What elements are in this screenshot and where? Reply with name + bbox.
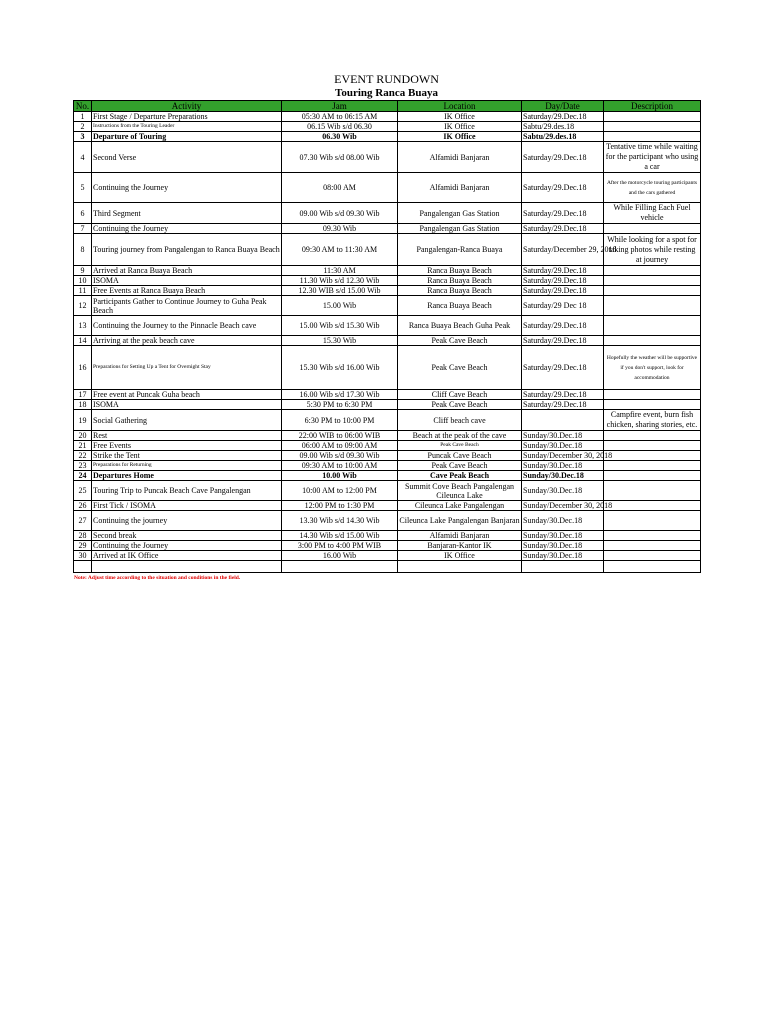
cell-time: 06.30 Wib bbox=[282, 132, 398, 142]
cell-no: 3 bbox=[74, 132, 92, 142]
cell-no: 21 bbox=[74, 441, 92, 451]
cell-activity: Second Verse bbox=[92, 142, 282, 173]
footnote: Note: Adjust time according to the situation and conditions in the field. bbox=[74, 575, 241, 581]
cell-desc bbox=[604, 266, 701, 276]
cell-location: Peak Cave Beach bbox=[398, 336, 522, 346]
cell-date: Sabtu/29.des.18 bbox=[522, 122, 604, 132]
cell-activity: Second break bbox=[92, 531, 282, 541]
table-row bbox=[74, 511, 701, 531]
cell-desc bbox=[604, 132, 701, 142]
cell-date: Saturday/29.Dec.18 bbox=[522, 224, 604, 234]
cell-activity: Continuing the Journey bbox=[92, 541, 282, 551]
cell-time: 09:30 AM to 10:00 AM bbox=[282, 461, 398, 471]
cell-location: Ranca Buaya Beach bbox=[398, 296, 522, 316]
cell-location: IK Office bbox=[398, 112, 522, 122]
cell-time: 22:00 WIB to 06:00 WIB bbox=[282, 431, 398, 441]
table-row bbox=[74, 400, 701, 410]
cell-date: Saturday/29.Dec.18 bbox=[522, 142, 604, 173]
cell-desc bbox=[604, 286, 701, 296]
table-row bbox=[74, 286, 701, 296]
cell-activity: First Stage / Departure Preparations bbox=[92, 112, 282, 122]
cell-no: 2 bbox=[74, 122, 92, 132]
table-row bbox=[74, 541, 701, 551]
cell-no: 22 bbox=[74, 451, 92, 461]
cell-activity: Preparations for Returning bbox=[92, 461, 282, 471]
cell-location: IK Office bbox=[398, 132, 522, 142]
cell-desc bbox=[604, 431, 701, 441]
cell-date: Sabtu/29.des.18 bbox=[522, 132, 604, 142]
cell-desc bbox=[604, 451, 701, 461]
cell-activity: Third Segment bbox=[92, 203, 282, 224]
cell-activity: Free Events at Ranca Buaya Beach bbox=[92, 286, 282, 296]
cell-desc: Tentative time while waiting for the participant who using a car bbox=[604, 142, 701, 173]
cell-time: 15.00 Wib bbox=[282, 296, 398, 316]
cell-time: 09.00 Wib s/d 09.30 Wib bbox=[282, 203, 398, 224]
cell-no: 13 bbox=[74, 316, 92, 336]
cell-desc bbox=[604, 511, 701, 531]
cell-activity: Arrived at IK Office bbox=[92, 551, 282, 561]
cell-no: 16 bbox=[74, 346, 92, 390]
cell-time: 6:30 PM to 10:00 PM bbox=[282, 410, 398, 431]
cell-no: 28 bbox=[74, 531, 92, 541]
cell-no bbox=[74, 561, 92, 573]
cell-no: 7 bbox=[74, 224, 92, 234]
cell-time: 11.30 Wib s/d 12.30 Wib bbox=[282, 276, 398, 286]
cell-no: 19 bbox=[74, 410, 92, 431]
cell-date: Sunday/30.Dec.18 bbox=[522, 511, 604, 531]
cell-location: Summit Cove Beach Pangalengan Cileunca Lake bbox=[398, 481, 522, 501]
document-subtitle: Touring Ranca Buaya bbox=[335, 87, 438, 99]
cell-location: IK Office bbox=[398, 551, 522, 561]
cell-date: Saturday/29.Dec.18 bbox=[522, 390, 604, 400]
cell-no: 6 bbox=[74, 203, 92, 224]
cell-desc bbox=[604, 316, 701, 336]
cell-time: 15.00 Wib s/d 15.30 Wib bbox=[282, 316, 398, 336]
cell-location: Cave Peak Beach bbox=[398, 471, 522, 481]
cell-activity: Departure of Touring bbox=[92, 132, 282, 142]
cell-time: 11:30 AM bbox=[282, 266, 398, 276]
cell-location: Cileunca Lake Pangalengan bbox=[398, 501, 522, 511]
cell-date: Sunday/30.Dec.18 bbox=[522, 551, 604, 561]
cell-desc bbox=[604, 481, 701, 501]
cell-date bbox=[522, 410, 604, 431]
cell-location: Beach at the peak of the cave bbox=[398, 431, 522, 441]
cell-location: Peak Cave Beach bbox=[398, 441, 522, 451]
cell-desc bbox=[604, 471, 701, 481]
cell-activity: Touring Trip to Puncak Beach Cave Pangalengan bbox=[92, 481, 282, 501]
cell-location: Ranca Buaya Beach Guha Peak bbox=[398, 316, 522, 336]
table-row bbox=[74, 551, 701, 561]
table-row bbox=[74, 410, 701, 431]
cell-date bbox=[522, 561, 604, 573]
cell-time: 14.30 Wib s/d 15.00 Wib bbox=[282, 531, 398, 541]
table-row bbox=[74, 142, 701, 173]
cell-date: Saturday/29.Dec.18 bbox=[522, 266, 604, 276]
table-row bbox=[74, 276, 701, 286]
table-row bbox=[74, 316, 701, 336]
cell-activity: Arriving at the peak beach cave bbox=[92, 336, 282, 346]
cell-date: Saturday/29.Dec.18 bbox=[522, 346, 604, 390]
cell-location: Pangalengan Gas Station bbox=[398, 224, 522, 234]
cell-location bbox=[398, 561, 522, 573]
cell-location: Alfamidi Banjaran bbox=[398, 173, 522, 203]
header-location: Location bbox=[398, 101, 522, 112]
cell-time: 06:00 AM to 09:00 AM bbox=[282, 441, 398, 451]
cell-time: 12.30 WIB s/d 15.00 Wib bbox=[282, 286, 398, 296]
cell-date: Saturday/29 Dec 18 bbox=[522, 296, 604, 316]
cell-desc bbox=[604, 390, 701, 400]
cell-date: Saturday/29.Dec.18 bbox=[522, 173, 604, 203]
cell-location: Pangalengan Gas Station bbox=[398, 203, 522, 224]
cell-desc bbox=[604, 461, 701, 471]
cell-time: 3:00 PM to 4:00 PM WIB bbox=[282, 541, 398, 551]
cell-activity bbox=[92, 561, 282, 573]
table-row bbox=[74, 441, 701, 451]
cell-date: Saturday/29.Dec.18 bbox=[522, 203, 604, 224]
cell-location: Banjaran-Kantor IK bbox=[398, 541, 522, 551]
cell-location: Peak Cave Beach bbox=[398, 400, 522, 410]
cell-date: Sunday/30.Dec.18 bbox=[522, 431, 604, 441]
table-row bbox=[74, 173, 701, 203]
cell-location: IK Office bbox=[398, 122, 522, 132]
cell-date: Saturday/29.Dec.18 bbox=[522, 276, 604, 286]
cell-time: 07.30 Wib s/d 08.00 Wib bbox=[282, 142, 398, 173]
cell-location: Cileunca Lake Pangalengan Banjaran bbox=[398, 511, 522, 531]
cell-time: 10.00 Wib bbox=[282, 471, 398, 481]
cell-date: Sunday/30.Dec.18 bbox=[522, 531, 604, 541]
table-row bbox=[74, 296, 701, 316]
cell-no: 30 bbox=[74, 551, 92, 561]
cell-desc bbox=[604, 501, 701, 511]
cell-activity: ISOMA bbox=[92, 276, 282, 286]
cell-no: 20 bbox=[74, 431, 92, 441]
cell-no: 11 bbox=[74, 286, 92, 296]
cell-desc bbox=[604, 561, 701, 573]
cell-date: Sunday/December 30, 2018 bbox=[523, 501, 613, 510]
table-row bbox=[74, 234, 701, 266]
cell-time: 16.00 Wib s/d 17.30 Wib bbox=[282, 390, 398, 400]
cell-no: 14 bbox=[74, 336, 92, 346]
cell-activity: Preparations for Setting Up a Tent for Overnight Stay bbox=[92, 346, 282, 390]
cell-location: Ranca Buaya Beach bbox=[398, 266, 522, 276]
cell-date: Sunday/30.Dec.18 bbox=[522, 461, 604, 471]
header-no: No. bbox=[74, 101, 92, 112]
cell-date: Saturday/29.Dec.18 bbox=[522, 316, 604, 336]
cell-activity: Arrived at Ranca Buaya Beach bbox=[92, 266, 282, 276]
cell-activity: Free event at Puncak Guha beach bbox=[92, 390, 282, 400]
table-row bbox=[74, 461, 701, 471]
table-row bbox=[74, 336, 701, 346]
cell-activity: First Tick / ISOMA bbox=[92, 501, 282, 511]
cell-no: 26 bbox=[74, 501, 92, 511]
cell-location: Ranca Buaya Beach bbox=[398, 276, 522, 286]
cell-time: 5:30 PM to 6:30 PM bbox=[282, 400, 398, 410]
cell-activity: Continuing the Journey bbox=[92, 173, 282, 203]
cell-time: 12:00 PM to 1:30 PM bbox=[282, 501, 398, 511]
cell-desc bbox=[604, 122, 701, 132]
cell-desc bbox=[604, 541, 701, 551]
cell-no: 23 bbox=[74, 461, 92, 471]
header-description: Description bbox=[604, 101, 701, 112]
cell-location: Ranca Buaya Beach bbox=[398, 286, 522, 296]
cell-time: 16.00 Wib bbox=[282, 551, 398, 561]
cell-location: Puncak Cave Beach bbox=[398, 451, 522, 461]
table-row bbox=[74, 266, 701, 276]
cell-date: Sunday/30.Dec.18 bbox=[522, 441, 604, 451]
cell-activity: ISOMA bbox=[92, 400, 282, 410]
cell-activity: Continuing the Journey to the Pinnacle Beach cave bbox=[92, 316, 282, 336]
cell-activity: Free Events bbox=[92, 441, 282, 451]
table-row bbox=[74, 122, 701, 132]
cell-time: 06.15 Wib s/d 06.30 bbox=[282, 122, 398, 132]
cell-date: Sunday/December 30, 2018 bbox=[523, 451, 613, 460]
cell-no: 8 bbox=[74, 234, 92, 266]
header-date: Day/Date bbox=[522, 101, 604, 112]
table-row bbox=[74, 112, 701, 122]
cell-activity: Instructions from the Touring Leader bbox=[92, 122, 282, 132]
cell-time: 09:30 AM to 11:30 AM bbox=[282, 234, 398, 266]
cell-desc: After the motorcycle touring participants and the cars gathered bbox=[604, 173, 701, 203]
cell-no: 9 bbox=[74, 266, 92, 276]
cell-location: Cliff Cave Beach bbox=[398, 390, 522, 400]
cell-location: Cliff beach cave bbox=[398, 410, 522, 431]
cell-no: 24 bbox=[74, 471, 92, 481]
cell-time: 08:00 AM bbox=[282, 173, 398, 203]
cell-time: 10:00 AM to 12:00 PM bbox=[282, 481, 398, 501]
cell-no: 25 bbox=[74, 481, 92, 501]
document-title: EVENT RUNDOWN bbox=[334, 72, 439, 86]
table-row bbox=[74, 431, 701, 441]
cell-time bbox=[282, 561, 398, 573]
table-row bbox=[74, 203, 701, 224]
cell-desc bbox=[604, 531, 701, 541]
cell-activity: Social Gathering bbox=[92, 410, 282, 431]
cell-desc bbox=[604, 112, 701, 122]
cell-date: Sunday/30.Dec.18 bbox=[522, 541, 604, 551]
cell-date: Saturday/29.Dec.18 bbox=[522, 286, 604, 296]
cell-date: Saturday/December 29, 2018 bbox=[522, 234, 604, 266]
table-row bbox=[74, 451, 701, 461]
cell-time: 15.30 Wib s/d 16.00 Wib bbox=[282, 346, 398, 390]
cell-no: 1 bbox=[74, 112, 92, 122]
cell-location: Peak Cave Beach bbox=[398, 346, 522, 390]
cell-desc: Hopefully the weather will be supportive if you don't support, look for accommodation bbox=[604, 346, 701, 390]
cell-desc bbox=[604, 551, 701, 561]
table-row bbox=[74, 346, 701, 390]
cell-date: Sunday/30.Dec.18 bbox=[522, 471, 604, 481]
table-row bbox=[74, 501, 701, 511]
cell-no: 29 bbox=[74, 541, 92, 551]
cell-desc bbox=[604, 276, 701, 286]
cell-no: 10 bbox=[74, 276, 92, 286]
cell-no: 4 bbox=[74, 142, 92, 173]
table-row bbox=[74, 561, 701, 573]
cell-date: Sunday/30.Dec.18 bbox=[522, 481, 604, 501]
cell-location: Alfamidi Banjaran bbox=[398, 142, 522, 173]
cell-location: Peak Cave Beach bbox=[398, 461, 522, 471]
cell-desc: While Filling Each Fuel vehicle bbox=[604, 203, 701, 224]
cell-desc bbox=[604, 441, 701, 451]
header-activity: Activity bbox=[92, 101, 282, 112]
table-row bbox=[74, 132, 701, 142]
cell-desc: Campfire event, burn fish chicken, sharing stories, etc. bbox=[604, 410, 701, 431]
cell-no: 27 bbox=[74, 511, 92, 531]
table-row bbox=[74, 471, 701, 481]
cell-time: 15.30 Wib bbox=[282, 336, 398, 346]
cell-location: Pangalengan-Ranca Buaya bbox=[398, 234, 522, 266]
table-header-row bbox=[74, 101, 701, 112]
rundown-table bbox=[73, 100, 701, 573]
cell-date: Saturday/29.Dec.18 bbox=[522, 112, 604, 122]
cell-activity: Continuing the Journey bbox=[92, 224, 282, 234]
cell-location: Alfamidi Banjaran bbox=[398, 531, 522, 541]
cell-no: 18 bbox=[74, 400, 92, 410]
header-time: Jam bbox=[282, 101, 398, 112]
table-row bbox=[74, 531, 701, 541]
cell-desc bbox=[604, 296, 701, 316]
rundown-sheet bbox=[73, 72, 700, 581]
table-row bbox=[74, 224, 701, 234]
cell-date: Saturday/29.Dec.18 bbox=[522, 336, 604, 346]
cell-no: 12 bbox=[74, 296, 92, 316]
cell-date: Saturday/29.Dec.18 bbox=[522, 400, 604, 410]
table-row bbox=[74, 481, 701, 501]
cell-time: 13.30 Wib s/d 14.30 Wib bbox=[282, 511, 398, 531]
cell-time: 09.30 Wib bbox=[282, 224, 398, 234]
cell-activity: Touring journey from Pangalengan to Ranca Buaya Beach bbox=[92, 234, 282, 266]
cell-desc bbox=[604, 336, 701, 346]
cell-desc bbox=[604, 224, 701, 234]
cell-time: 09.00 Wib s/d 09.30 Wib bbox=[282, 451, 398, 461]
cell-no: 5 bbox=[74, 173, 92, 203]
cell-no: 17 bbox=[74, 390, 92, 400]
cell-activity: Strike the Tent bbox=[92, 451, 282, 461]
cell-activity: Departures Home bbox=[92, 471, 282, 481]
cell-desc bbox=[604, 400, 701, 410]
cell-activity: Rest bbox=[92, 431, 282, 441]
cell-desc: While looking for a spot for taking photos while resting at journey bbox=[604, 234, 701, 266]
cell-activity: Participants Gather to Continue Journey to Guha Peak Beach bbox=[92, 296, 282, 316]
cell-activity: Continuing the journey bbox=[92, 511, 282, 531]
table-row bbox=[74, 390, 701, 400]
cell-time: 05:30 AM to 06:15 AM bbox=[282, 112, 398, 122]
